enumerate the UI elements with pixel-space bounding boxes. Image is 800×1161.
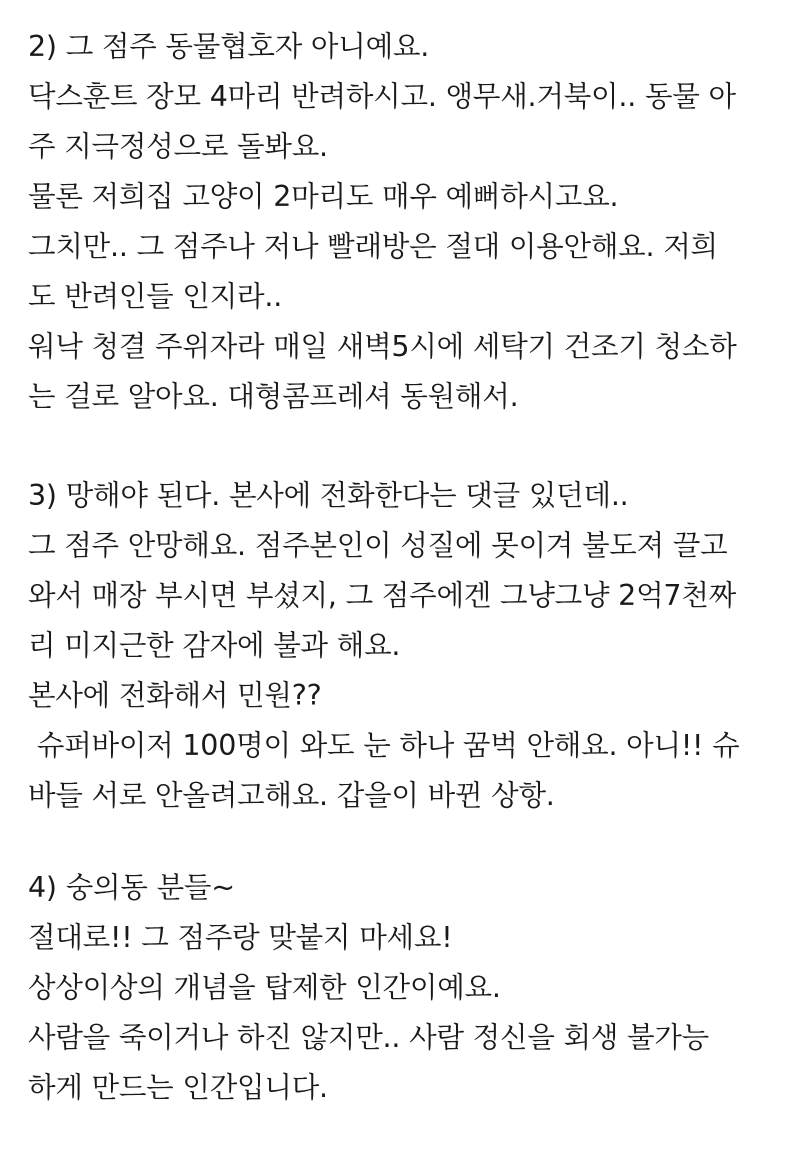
text-line: 4) 숭의동 분들~ bbox=[28, 871, 235, 904]
text-line: 그 점주 안망해요. 점주본인이 성질에 못이겨 불도져 끌고 bbox=[28, 529, 728, 562]
text-line: 와서 매장 부시면 부셨지, 그 점주에겐 그냥그냥 2억7천짜 bbox=[28, 579, 737, 612]
text-line: 사람을 죽이거나 하진 않지만.. 사람 정신을 회생 불가능 bbox=[28, 1021, 710, 1054]
text-line: 슈퍼바이저 100명이 와도 눈 하나 꿈벅 안해요. 아니!! 슈 bbox=[28, 729, 740, 762]
text-line: 도 반려인들 인지라.. bbox=[28, 280, 283, 313]
text-line: 상상이상의 개념을 탑제한 인간이예요. bbox=[28, 971, 501, 1004]
text-line: 주 지극정성으로 돌봐요. bbox=[28, 130, 328, 163]
text-line: 는 걸로 알아요. 대형콤프레셔 동원해서. bbox=[28, 380, 519, 413]
text-line: 3) 망해야 된다. 본사에 전화한다는 댓글 있던데.. bbox=[28, 479, 629, 512]
text-line: 물론 저희집 고양이 2마리도 매우 예뻐하시고요. bbox=[28, 180, 619, 213]
text-line: 본사에 전화해서 민원?? bbox=[28, 679, 322, 712]
text-line: 워낙 청결 주위자라 매일 새벽5시에 세탁기 건조기 청소하 bbox=[28, 330, 737, 363]
text-line: 그치만.. 그 점주나 저나 빨래방은 절대 이용안해요. 저희 bbox=[28, 230, 718, 263]
text-line: 절대로!! 그 점주랑 맞붙지 마세요! bbox=[28, 921, 453, 954]
text-line: 하게 만드는 인간입니다. bbox=[28, 1071, 328, 1104]
text-line: 리 미지근한 감자에 불과 해요. bbox=[28, 629, 401, 662]
text-line: 바들 서로 안올려고해요. 갑을이 바뀐 상항. bbox=[28, 779, 555, 812]
text-line: 닥스훈트 장모 4마리 반려하시고. 앵무새.거북이.. 동물 아 bbox=[28, 80, 736, 113]
text-line: 2) 그 점주 동물협호자 아니예요. bbox=[28, 30, 430, 63]
